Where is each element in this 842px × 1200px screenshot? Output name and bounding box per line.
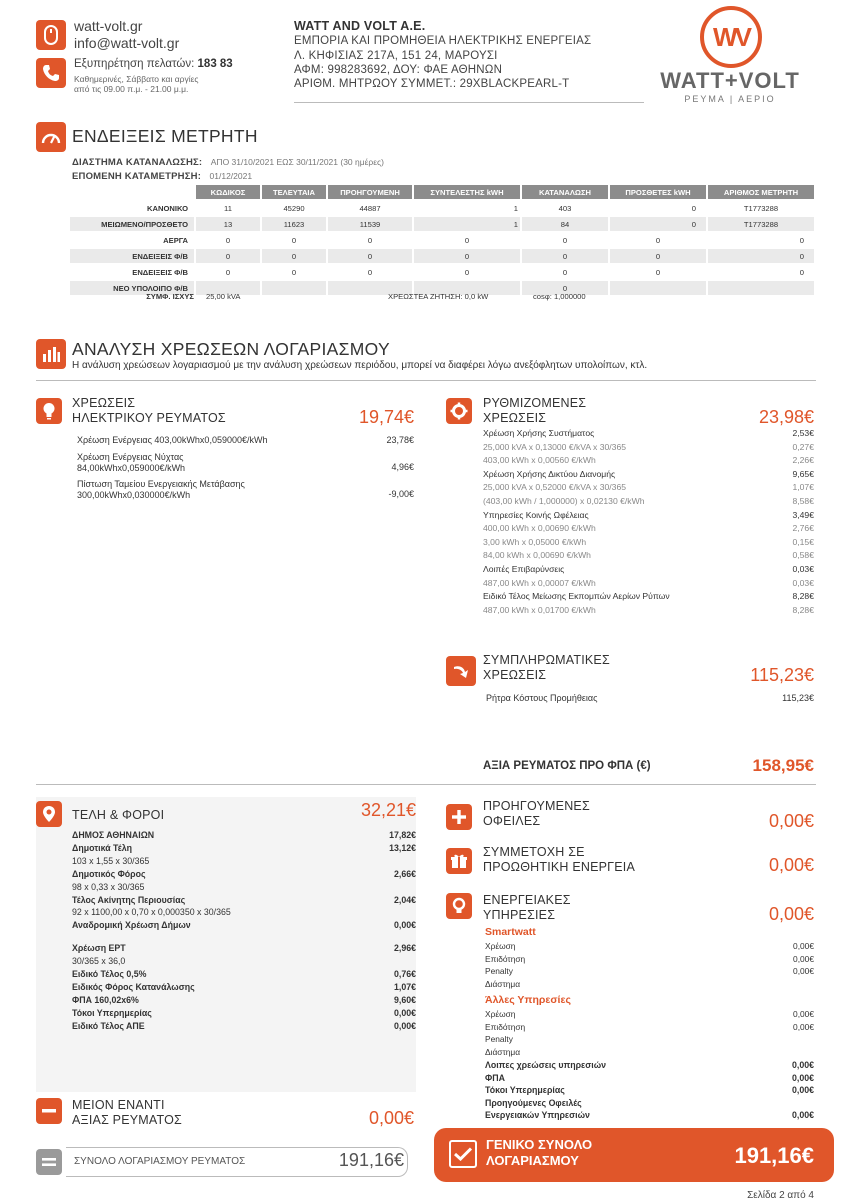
list-item: 30/365 x 36,0	[72, 956, 126, 967]
renewables-title: ΣΥΜΜΕΤΟΧΗ ΣΕ ΠΡΟΩΘΗΤΙΚΗ ΕΝΕΡΓΕΙΑ	[483, 845, 635, 874]
analysis-subtitle: Η ανάλυση χρεώσεων λογαριασμού με την ανάλυση χρεώσεων περιόδου, μπορεί να διαφέρει λόγω ανεξόφλητων υπολοίπων, κτλ.	[72, 360, 648, 371]
minus-title: ΜΕΙΟΝ ΕΝΑΝΤΙ ΑΞΙΑΣ ΡΕΥΜΑΤΟΣ	[72, 1098, 182, 1127]
support-hours-1: Καθημερινές, Σάββατο και αργίες	[74, 74, 199, 84]
header-divider	[294, 102, 644, 103]
col-previous: ΠΡΟΗΓΟΥΜΕΝΗ	[328, 185, 412, 199]
section-divider	[36, 784, 816, 785]
other-services-title: Άλλες Υπηρεσίες	[485, 994, 571, 1006]
list-item: Διάστημα	[485, 1046, 521, 1057]
list-item: Προηγούμενες Οφειλές	[485, 1097, 582, 1108]
gift-icon	[446, 848, 472, 874]
list-item: Τόκοι Υπερημερίας 0,00€	[485, 1085, 814, 1095]
list-item: ΔΗΜΟΣ ΑΘΗΝΑΙΩΝ 17,82€	[72, 830, 416, 840]
supplementary-title: ΣΥΜΠΛΗΡΩΜΑΤΙΚΕΣ ΧΡΕΩΣΕΙΣ	[483, 653, 610, 682]
list-item: Χρέωση 0,00€	[485, 1009, 814, 1019]
gear-icon	[446, 398, 472, 424]
support-phone: 183 83	[197, 58, 233, 70]
list-item: 400,00 kWh x 0,00690 €/kWh 2,76€	[483, 523, 814, 534]
gauge-icon	[36, 122, 66, 152]
next-reading-row	[72, 166, 252, 184]
list-item: Ειδικό Τέλος 0,5% 0,76€	[72, 969, 416, 979]
list-item: 92 x 1100,00 x 0,70 x 0,000350 x 30/365	[72, 907, 231, 918]
list-item-value: -9,00€	[388, 489, 414, 499]
table-row: ΕΝΔΕΙΞΕΙΣ Φ/Β 0 0 0 0 0 0 0	[132, 267, 804, 277]
list-item: (403,00 kWh / 1,000000) x 0,02130 €/kWh 8,58€	[483, 496, 814, 506]
period-label: ΔΙΑΣΤΗΜΑ ΚΑΤΑΝΑΛΩΣΗΣ:	[72, 157, 203, 168]
company-line-2: Λ. ΚΗΦΙΣΙΑΣ 217Α, 151 24, ΜΑΡΟΥΣΙ	[294, 50, 498, 62]
services-total: 0,00€	[768, 904, 814, 924]
supplementary-total: 115,23€	[750, 665, 814, 685]
table-row: ΝΕΟ ΥΠΟΛΟΙΠΟ Φ/Β 0	[70, 281, 814, 295]
list-item: ΦΠΑ 0,00€	[485, 1072, 814, 1083]
grand-total-title: ΓΕΝΙΚΟ ΣΥΝΟΛΟ ΛΟΓΑΡΙΑΣΜΟΥ	[486, 1137, 593, 1168]
company-line-3: ΑΦΜ: 998283692, ΔΟΥ: ΦΑΕ ΑΘΗΝΩΝ	[294, 64, 503, 76]
company-line-1: ΕΜΠΟΡΙΑ ΚΑΙ ΠΡΟΜΗΘΕΙΑ ΗΛΕΚΤΡΙΚΗΣ ΕΝΕΡΓΕΙΑΣ	[294, 35, 592, 47]
previous-debts-total: 0,00€	[768, 811, 814, 831]
power-label: ΣΥΜΦ. ΙΣΧΥΣ	[146, 292, 194, 301]
grand-total-value: 191,16€	[734, 1143, 814, 1168]
smartwatt-title: Smartwatt	[485, 926, 536, 938]
taxes-total: 32,21€	[360, 800, 416, 820]
list-item: 25,000 kVA x 0,52000 €/kVA x 30/365 1,07€	[483, 482, 814, 493]
period-value: ΑΠΟ 31/10/2021 ΕΩΣ 30/11/2021 (30 ημέρες)	[210, 157, 384, 167]
list-item: Τόκοι Υπερημερίας 0,00€	[72, 1007, 416, 1018]
logo-mark	[700, 6, 762, 68]
list-item: Τέλος Ακίνητης Περιουσίας 2,04€	[72, 894, 416, 905]
list-item: Δημοτικά Τέλη 13,12€	[72, 842, 416, 853]
list-item: Λοιπές Επιβαρύνσεις 0,03€	[483, 564, 814, 574]
list-item: Ειδικό Τέλος ΑΠΕ 0,00€	[72, 1020, 416, 1031]
table-row: ΕΝΔΕΙΞΕΙΣ Φ/Β 0 0 0 0 0 0 0	[70, 249, 814, 263]
cosf-value: cosφ: 1,000000	[533, 292, 586, 301]
location-pin-icon	[36, 801, 62, 827]
meter-table-header	[70, 185, 814, 199]
taxes-title: ΤΕΛΗ & ΦΟΡΟΙ	[72, 808, 165, 822]
list-item: Χρέωση Χρήσης Συστήματος 2,53€	[483, 428, 814, 438]
list-item: Penalty 0,00€	[485, 966, 814, 976]
minus-total: 0,00€	[368, 1108, 414, 1128]
logo-tagline: ΡΕΥΜΑ | ΑΕΡΙΟ	[684, 94, 776, 104]
support-hours-2: από τις 09.00 π.μ. - 21.00 μ.μ.	[74, 84, 189, 94]
list-item: Πίστωση Ταμείου Ενεργειακής Μετάβασης 300,00kWhx0,030000€/kWh	[77, 479, 245, 500]
list-item: 487,00 kWh x 0,00007 €/kWh 0,03€	[483, 577, 814, 588]
power-value: 25,00 kVA	[206, 292, 241, 301]
services-title: ΕΝΕΡΓΕΙΑΚΕΣ ΥΠΗΡΕΣΙΕΣ	[483, 893, 571, 922]
electric-total: 19,74€	[358, 407, 414, 427]
list-item: Λοιπες χρεώσεις υπηρεσιών 0,00€	[485, 1060, 814, 1070]
bar-chart-icon	[36, 339, 66, 369]
list-item: 403,00 kWh x 0,00560 €/kWh 2,26€	[483, 455, 814, 466]
equals-icon	[36, 1149, 62, 1175]
website-link[interactable]: watt-volt.gr	[74, 18, 143, 34]
phone-icon	[36, 58, 66, 88]
list-item: Χρέωση 0,00€	[485, 941, 814, 951]
checkmark-icon	[449, 1140, 477, 1168]
page-number: Σελίδα 2 από 4	[747, 1190, 814, 1200]
table-row: ΚΑΝΟΝΙΚΟ 11 45290 44887 1 403 0 T1773288	[147, 203, 779, 213]
col-extra-kwh: ΠΡΟΣΘΕΤΕΣ kWH	[610, 185, 706, 199]
list-item: Ρήτρα Κόστους Προμήθειας 115,23€	[486, 693, 814, 703]
sum-value: 191,16€	[338, 1150, 404, 1170]
list-item: Χρέωση Ενέργειας Νύχτας 84,00kWhx0,059000€/kWh	[77, 452, 186, 473]
logo-monogram: WV	[713, 21, 749, 52]
col-code: ΚΩΔΙΚΟΣ	[196, 185, 260, 199]
list-item: 103 x 1,55 x 30/365	[72, 855, 150, 866]
email-link[interactable]: info@watt-volt.gr	[74, 35, 180, 51]
list-item: 84,00 kWh x 0,00690 €/kWh 0,58€	[483, 550, 814, 561]
renewables-total: 0,00€	[768, 855, 814, 875]
list-item: Επιδότηση 0,00€	[485, 953, 814, 964]
list-item: Ειδικός Φόρος Κατανάλωσης 1,07€	[72, 981, 416, 992]
list-item: Δημοτικός Φόρος 2,66€	[72, 868, 416, 879]
company-line-4: ΑΡΙΘΜ. ΜΗΤΡΩΟΥ ΣΥΜΜΕΤ.: 29XBLACKPEARL-T	[294, 78, 570, 90]
demand-value: ΧΡΕΩΣΤΕΑ ΖΗΤΗΣΗ: 0,0 kW	[388, 292, 489, 301]
list-item: 3,00 kWh x 0,05000 €/kWh 0,15€	[483, 536, 814, 547]
meter-table	[68, 183, 816, 297]
col-meter-number: ΑΡΙΘΜΟΣ ΜΕΤΡΗΤΗ	[708, 185, 814, 199]
logo-text: WATT+VOLT	[660, 68, 800, 93]
list-item: 25,000 kVA x 0,13000 €/kVA x 30/365 0,27€	[483, 441, 814, 452]
bulb-gear-icon	[446, 893, 472, 919]
list-item: Ενεργειακών Υπηρεσιών 0,00€	[485, 1110, 814, 1120]
sum-label: ΣΥΝΟΛΟ ΛΟΓΑΡΙΑΣΜΟΥ ΡΕΥΜΑΤΟΣ	[74, 1156, 246, 1167]
table-row: ΜΕΙΩΜΕΝΟ/ΠΡΟΣΘΕΤΟ 13 11623 11539 1 84 0 T1773288	[70, 217, 814, 231]
minus-icon	[36, 1098, 62, 1124]
list-item: 487,00 kWh x 0,01700 €/kWh 8,28€	[483, 604, 814, 615]
col-factor: ΣΥΝΤΕΛΕΣΤΗΣ kWH	[414, 185, 520, 199]
previous-debts-title: ΠΡΟΗΓΟΥΜΕΝΕΣ ΟΦΕΙΛΕΣ	[483, 799, 590, 828]
list-item: Penalty	[485, 1034, 513, 1044]
analysis-divider	[36, 380, 816, 381]
list-item: ΦΠΑ 160,02x6% 9,60€	[72, 994, 416, 1005]
list-item: Υπηρεσίες Κοινής Ωφέλειας 3,49€	[483, 509, 814, 520]
value-before-vat-label: ΑΞΙΑ ΡΕΥΜΑΤΟΣ ΠΡΟ ΦΠΑ (€)	[483, 760, 651, 772]
value-before-vat: 158,95€	[752, 756, 814, 775]
support-line: Εξυπηρέτηση πελατών: 183 83	[74, 58, 233, 70]
list-item: Επιδότηση 0,00€	[485, 1021, 814, 1032]
electric-title: ΧΡΕΩΣΕΙΣ ΗΛΕΚΤΡΙΚΟΥ ΡΕΥΜΑΤΟΣ	[72, 396, 226, 425]
col-last: ΤΕΛΕΥΤΑΙΑ	[262, 185, 326, 199]
company-name: WATT AND VOLT A.E.	[294, 19, 426, 33]
list-item: Ειδικό Τέλος Μείωσης Εκπομπών Αερίων Ρύπων 8,28€	[483, 591, 814, 602]
list-item: Χρέωση Ενέργειας 403,00kWhx0,059000€/kWh 23,78€	[77, 435, 414, 445]
list-item: Χρέωση ΕΡΤ 2,96€	[72, 943, 416, 954]
regulated-total: 23,98€	[758, 407, 814, 427]
arrow-icon	[446, 656, 476, 686]
list-item: Χρέωση Χρήσης Δικτύου Διανομής 9,65€	[483, 468, 814, 479]
list-item: Διάστημα	[485, 978, 521, 989]
list-item-value: 4,96€	[391, 462, 414, 472]
meter-title: ΕΝΔΕΙΞΕΙΣ ΜΕΤΡΗΤΗ	[72, 126, 258, 146]
list-item: 98 x 0,33 x 30/365	[72, 881, 145, 892]
plus-icon	[446, 804, 472, 830]
regulated-title: ΡΥΘΜΙΖΟΜΕΝΕΣ ΧΡΕΩΣΕΙΣ	[483, 396, 587, 425]
next-reading-value: 01/12/2021	[209, 171, 253, 181]
next-reading-label: ΕΠΟΜΕΝΗ ΚΑΤΑΜΕΤΡΗΣΗ:	[72, 171, 202, 182]
analysis-title: ΑΝΑΛΥΣΗ ΧΡΕΩΣΕΩΝ ΛΟΓΑΡΙΑΣΜΟΥ	[72, 339, 390, 359]
mouse-icon	[36, 20, 66, 50]
col-consumption: ΚΑΤΑΝΑΛΩΣΗ	[522, 185, 608, 199]
list-item: Αναδρομική Χρέωση Δήμων 0,00€	[72, 920, 416, 931]
lightbulb-icon	[36, 398, 62, 424]
table-row: ΑΕΡΓΑ 0 0 0 0 0 0 0	[163, 235, 804, 245]
